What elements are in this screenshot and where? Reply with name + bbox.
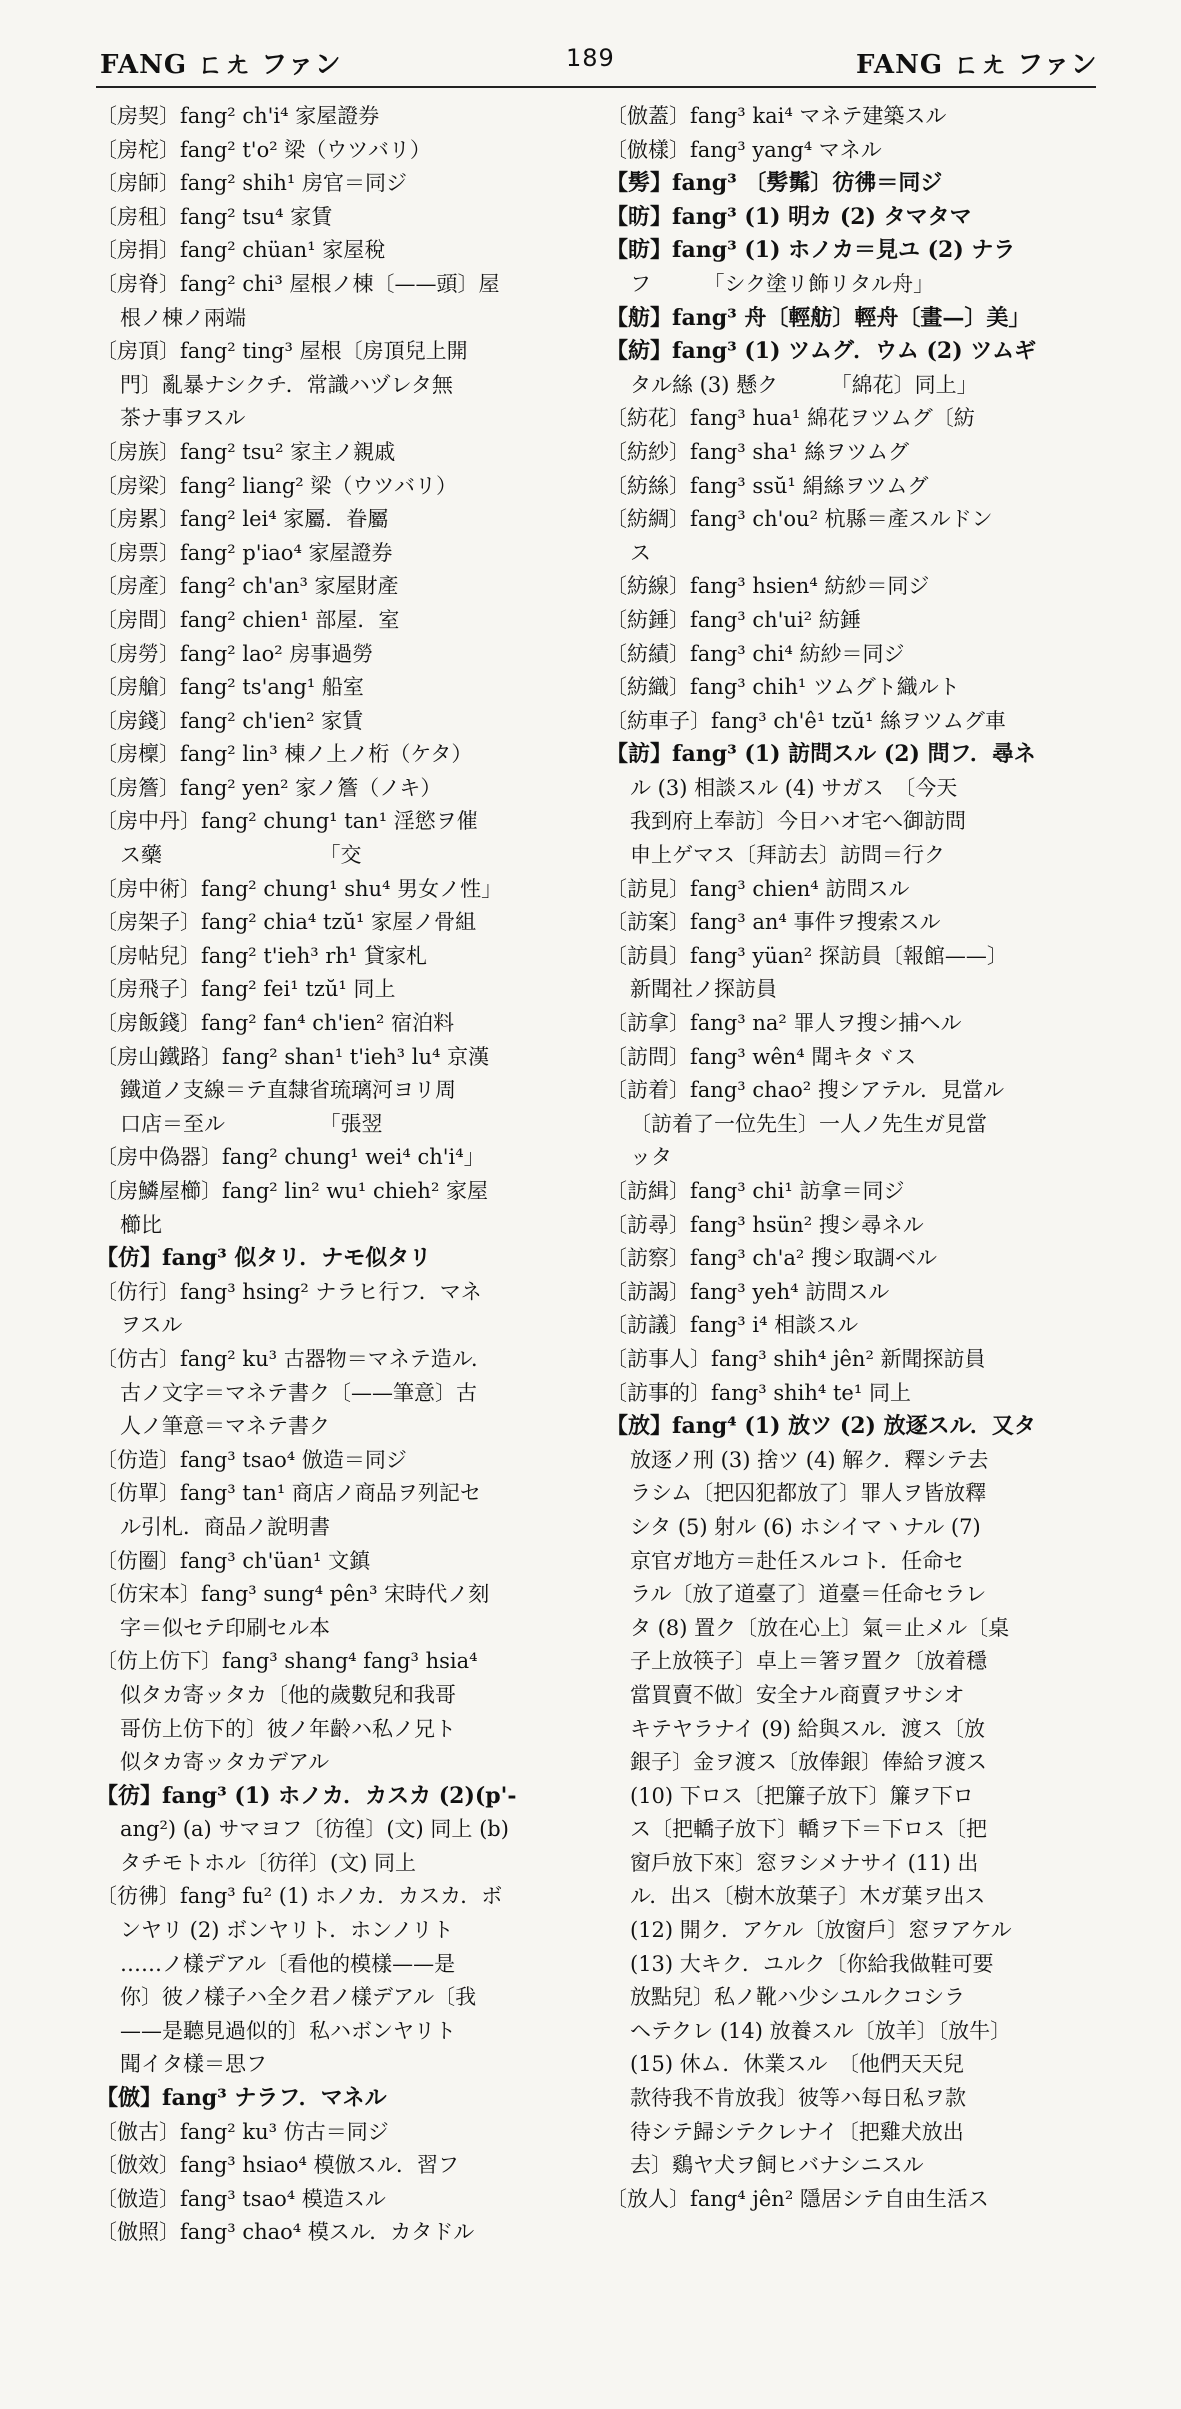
entry-line: 〔訪員〕fang³ yüan² 探訪員〔報館——〕	[606, 943, 1008, 968]
entry-continuation-line: 當買賣不做〕安全ナル商賣ヲサシオ	[630, 1682, 965, 1707]
entry-continuation-line: ス藥 「交	[120, 843, 362, 868]
entry-continuation-line: (12) 開ク．アケル〔放窗戶〕窓ヲアケル	[630, 1918, 1012, 1943]
entry-line: 〔訪拿〕fang³ na² 罪人ヲ搜シ捕ヘル	[606, 1011, 962, 1036]
entry-continuation-line: 去〕鷄ヤ犬ヲ飼ヒバナシニスル	[630, 2153, 924, 2178]
entry-line: 〔仿造〕fang³ tsao⁴ 倣造＝同ジ	[96, 1447, 407, 1472]
header-rule	[96, 86, 1096, 88]
entry-line: 〔房產〕fang² ch'an³ 家屋財產	[96, 574, 399, 599]
entry-continuation-line: 古ノ文字＝マネテ書ク〔——筆意〕古	[120, 1380, 477, 1405]
entry-line: 〔房族〕fang² tsu² 家主ノ親戚	[96, 439, 396, 464]
entry-line: 〔房簷〕fang² yen² 家ノ簷（ノキ）	[96, 775, 442, 800]
entry-continuation-line: 放點兒〕私ノ靴ハ少シユルクコシラ	[630, 1985, 966, 2010]
entry-line: 〔房票〕fang² p'iao⁴ 家屋證券	[96, 540, 393, 565]
entry-line: 〔房契〕fang² ch'i⁴ 家屋證券	[96, 104, 380, 128]
entry-continuation-line: ラル〔放了道臺了〕道臺＝任命セラレ	[630, 1582, 987, 1607]
entry-continuation-line: ヘテクレ (14) 放養スル〔放羊〕〔放牛〕	[630, 2018, 1012, 2043]
entry-line: 〔房租〕fang² tsu⁴ 家賃	[96, 204, 333, 229]
entry-line: 〔房飯錢〕fang² fan⁴ ch'ien² 宿泊料	[96, 1011, 455, 1036]
entry-line: 〔訪察〕fang³ ch'a² 搜シ取調ベル	[606, 1246, 938, 1271]
entry-line: 〔紡車子〕fang³ ch'ê¹ tzŭ¹ 絲ヲツムグ車	[606, 708, 1006, 733]
entry-continuation-line: (10) 下ロス〔把簾子放下〕簾ヲ下ロ	[630, 1783, 974, 1808]
entry-line: 〔紡花〕fang³ hua¹ 綿花ヲツムグ〔紡	[606, 406, 975, 431]
entry-continuation-line: ル．出ス〔樹木放葉子〕木ガ葉ヲ出ス	[630, 1884, 986, 1909]
entry-line: 〔彷彿〕fang³ fu² (1) ホノカ．カスカ．ボ	[96, 1884, 503, 1909]
left-column	[96, 100, 590, 2250]
entry-continuation-line: ……ノ樣デアル〔看他的模樣——是	[120, 1951, 456, 1976]
entry-line: 〔訪見〕fang³ chien⁴ 訪問スル	[606, 876, 910, 901]
entry-continuation-line: (15) 休ム．休業スル 〔他們天天兒	[630, 2052, 964, 2077]
entry-line: 〔房架子〕fang² chia⁴ tzŭ¹ 家屋ノ骨組	[96, 910, 477, 935]
entry-continuation-line: ス	[630, 540, 651, 565]
entry-line: 〔紡綢〕fang³ ch'ou² 杭縣＝產スルドン	[606, 507, 993, 532]
entry-continuation-line: 放逐ノ刑 (3) 捨ツ (4) 解ク．釋シテ去	[630, 1447, 989, 1472]
entry-line: 〔仿圈〕fang³ ch'üan¹ 文鎮	[96, 1548, 371, 1573]
entry-continuation-line: (13) 大キク．ユルク〔你給我做鞋可要	[630, 1951, 994, 1976]
entry-continuation-line: 你〕彼ノ樣子ハ全ク君ノ樣デアル〔我	[120, 1985, 477, 2010]
entry-line: 〔房師〕fang² shih¹ 房官＝同ジ	[96, 171, 407, 196]
entry-line: 〔訪尋〕fang³ hsün² 搜シ尋ネル	[606, 1212, 924, 1237]
entry-line: 〔訪謁〕fang³ yeh⁴ 訪問スル	[606, 1279, 890, 1304]
entry-line: 〔房間〕fang² chien¹ 部屋．室	[96, 607, 400, 632]
entry-line: 〔仿上仿下〕fang³ shang⁴ fang³ hsia⁴	[96, 1649, 478, 1674]
entry-continuation-line: 待シテ歸シテクレナイ〔把雞犬放出	[630, 2119, 964, 2144]
entry-line: 〔房脊〕fang² chi³ 屋根ノ棟〔——頭〕屋	[96, 271, 500, 296]
entry-line: 〔房梁〕fang² liang² 梁（ウツバリ）	[96, 473, 457, 498]
entry-continuation-line: ル引札．商品ノ說明書	[120, 1514, 330, 1539]
entry-line: 〔房頂〕fang² ting³ 屋根〔房頂兒上開	[96, 339, 468, 364]
entry-continuation-line: タチモトホル〔彷徉〕(文) 同上	[120, 1850, 417, 1875]
entry-continuation-line: ッタ	[630, 1145, 672, 1170]
entry-continuation-line: 銀子〕金ヲ渡ス〔放俸銀〕俸給ヲ渡ス	[630, 1750, 987, 1775]
entry-line: 〔房錢〕fang² ch'ien² 家賃	[96, 708, 364, 733]
headword-line: 【眆】fang³ (1) ホノカ＝見ユ (2) ナラ	[606, 237, 1016, 264]
entry-continuation-line: タ (8) 置ク〔放在心上〕氣＝止メル〔桌	[630, 1615, 1010, 1640]
headword-line: 【髣】fang³ 〔髣髴〕彷彿＝同ジ	[606, 170, 943, 197]
entry-continuation-line: 我到府上奉訪〕今日ハオ宅へ御訪問	[630, 809, 966, 834]
entry-continuation-line: 子上放筷子〕卓上＝箸ヲ置ク〔放着穩	[630, 1649, 987, 1674]
entry-continuation-line: ンヤリ (2) ボンヤリト．ホンノリト	[120, 1918, 454, 1943]
entry-line: 〔仿行〕fang³ hsing² ナラヒ行フ．マネ	[96, 1279, 482, 1304]
entry-continuation-line: ヲスル	[120, 1313, 183, 1338]
entry-continuation-line: ル (3) 相談スル (4) サガス 〔今天	[630, 775, 958, 800]
entry-line: 〔房勞〕fang² lao² 房事過勞	[96, 641, 374, 666]
headword-line: 【仿】fang³ 似タリ．ナモ似タリ	[96, 1245, 432, 1272]
entry-line: 〔房山鐵路〕fang² shan¹ t'ieh³ lu⁴ 京漢	[96, 1044, 490, 1069]
entry-line: 〔訪緝〕fang³ chi¹ 訪拿＝同ジ	[606, 1179, 905, 1203]
headword-line: 【紡】fang³ (1) ツムグ．ウム (2) ツムギ	[606, 338, 1037, 365]
entry-continuation-line: 櫛比	[120, 1212, 162, 1237]
entry-continuation-line: 申上ゲマス〔拜訪去〕訪問＝行ク	[630, 843, 945, 868]
entry-line: 〔房中丹〕fang² chung¹ tan¹ 淫慾ヲ催	[96, 809, 478, 834]
entry-line: 〔訪議〕fang³ i⁴ 相談スル	[606, 1313, 859, 1338]
entry-line: 〔仿單〕fang³ tan¹ 商店ノ商品ヲ列記セ	[96, 1481, 481, 1506]
entry-line: 〔訪案〕fang³ an⁴ 事件ヲ搜索スル	[606, 910, 941, 935]
entry-line: 〔房累〕fang² lei⁴ 家屬．眷屬	[96, 507, 389, 532]
entry-line: 〔房艙〕fang² ts'ang¹ 船室	[96, 675, 364, 700]
headword-line: 【倣】fang³ ナラフ．マネル	[96, 2085, 387, 2112]
entry-continuation-line: 根ノ棟ノ兩端	[120, 305, 246, 330]
entry-continuation-line: 京官ガ地方＝赴任スルコト．任命セ	[630, 1548, 965, 1573]
entry-line: 〔訪着〕fang³ chao² 搜シアテル．見當ル	[606, 1078, 1005, 1103]
entry-line: 〔仿宋本〕fang³ sung⁴ pên³ 宋時代ノ刻	[96, 1582, 490, 1607]
entry-continuation-line: ラシム〔把囚犯都放了〕罪人ヲ皆放釋	[630, 1481, 987, 1506]
headword-line: 【昉】fang³ (1) 明カ (2) タマタマ	[606, 203, 972, 230]
entry-line: 〔房中術〕fang² chung¹ shu⁴ 男女ノ性」	[96, 876, 503, 901]
right-column	[606, 100, 1100, 2216]
entry-line: 〔倣照〕fang³ chao⁴ 模スル．カタドル	[96, 2220, 475, 2245]
entry-continuation-line: 新聞社ノ探訪員	[630, 977, 777, 1002]
headword-line: 【舫】fang³ 舟〔輕舫〕輕舟〔畫—〕美」	[606, 304, 1031, 331]
entry-line: 〔倣古〕fang² ku³ 仿古＝同ジ	[96, 2119, 389, 2144]
entry-continuation-line: 聞イタ樣＝思フ	[120, 2052, 267, 2077]
entry-line: 〔放人〕fang⁴ jên² 隱居シテ自由生活ス	[606, 2186, 989, 2211]
page-number: 189	[566, 44, 615, 72]
entry-line: 〔房捐〕fang² chüan¹ 家屋稅	[96, 238, 386, 263]
entry-line: 〔房中偽器〕fang² chung¹ wei⁴ ch'i⁴」	[96, 1145, 485, 1170]
entry-line: 〔房飛子〕fang² fei¹ tzŭ¹ 同上	[96, 977, 396, 1002]
entry-line: 〔紡線〕fang³ hsien⁴ 紡紗＝同ジ	[606, 574, 930, 599]
entry-continuation-line: 似タカ寄ッタカ〔他的歲數兒和我哥	[120, 1682, 456, 1707]
entry-continuation-line: 人ノ筆意＝マネテ書ク	[120, 1414, 330, 1439]
entry-continuation-line: 〔訪着了一位先生〕一人ノ先生ガ見當	[630, 1111, 987, 1136]
entry-line: 〔紡絲〕fang³ ssŭ¹ 絹絲ヲツムグ	[606, 473, 929, 498]
entry-line: 〔紡錘〕fang³ ch'ui² 紡錘	[606, 607, 861, 632]
entry-continuation-line: タル絲 (3) 懸ク 「綿花〕同上」	[630, 372, 978, 397]
entry-line: 〔房檁〕fang² lin³ 棟ノ上ノ桁（ケタ）	[96, 742, 473, 767]
entry-line: 〔房鱗屋櫛〕fang² lin² wu¹ chieh² 家屋	[96, 1179, 489, 1203]
entry-line: 〔仿古〕fang² ku³ 古器物＝マネテ造ル．	[96, 1346, 493, 1371]
entry-continuation-line: ス〔把轎子放下〕轎ヲ下＝下ロス〔把	[630, 1817, 987, 1842]
entry-continuation-line: 口店＝至ル 「張翌	[120, 1111, 383, 1136]
entry-line: 〔紡織〕fang³ chih¹ ツムグト織ルト	[606, 675, 960, 700]
running-header-left: FANG ㄈㄤ ファン	[100, 50, 342, 80]
entry-continuation-line: 哥仿上仿下的〕彼ノ年齡ハ私ノ兄ト	[120, 1716, 456, 1741]
headword-line: 【彷】fang³ (1) ホノカ．カスカ (2)(p'-	[96, 1782, 517, 1809]
entry-continuation-line: シタ (5) 射ル (6) ホシイマヽナル (7)	[630, 1514, 981, 1539]
entry-continuation-line: 鐵道ノ支線＝テ直隸省琉璃河ヨリ周	[120, 1078, 456, 1103]
entry-continuation-line: ang²) (a) サマヨフ〔彷徨〕(文) 同上 (b)	[120, 1817, 509, 1842]
entry-continuation-line: 款待我不肯放我〕彼等ハ每日私ヲ款	[630, 2086, 966, 2111]
entry-continuation-line: 茶ナ事ヲスル	[120, 406, 246, 431]
entry-continuation-line: ——是聽見過似的〕私ハボンヤリト	[120, 2018, 456, 2043]
entry-line: 〔紡紗〕fang³ sha¹ 絲ヲツムグ	[606, 439, 910, 464]
entry-line: 〔倣樣〕fang³ yang⁴ マネル	[606, 137, 882, 162]
entry-line: 〔倣效〕fang³ hsiao⁴ 模倣スル．習フ	[96, 2153, 459, 2178]
entry-continuation-line: 似タカ寄ッタカデアル	[120, 1750, 330, 1775]
entry-line: 〔紡績〕fang³ chi⁴ 紡紗＝同ジ	[606, 641, 905, 666]
entry-continuation-line: フ 「シク塗リ飾リタル舟」	[630, 271, 935, 296]
entry-line: 〔房柁〕fang² t'o² 梁（ウツバリ）	[96, 137, 431, 162]
entry-line: 〔訪事人〕fang³ shih⁴ jên² 新聞探訪員	[606, 1346, 986, 1371]
entry-line: 〔倣造〕fang³ tsao⁴ 模造スル	[96, 2186, 386, 2211]
entry-continuation-line: 字＝似セテ印刷セル本	[120, 1615, 330, 1640]
entry-continuation-line: 門〕亂暴ナシクチ．常識ハヅレタ無	[120, 372, 453, 397]
entry-continuation-line: キテヤラナイ (9) 給與スル．渡ス〔放	[630, 1716, 985, 1741]
entry-line: 〔房帖兒〕fang² t'ieh³ rh¹ 貸家札	[96, 943, 427, 968]
running-header-right: FANG ㄈㄤ ファン	[856, 50, 1098, 80]
entry-line: 〔訪問〕fang³ wên⁴ 聞キタヾス	[606, 1044, 917, 1069]
headword-line: 【訪】fang³ (1) 訪問スル (2) 問フ．尋ネ	[606, 741, 1036, 768]
entry-continuation-line: 窗戶放下來〕窓ヲシメナサイ (11) 出	[630, 1850, 979, 1875]
entry-line: 〔倣蓋〕fang³ kai⁴ マネテ建築スル	[606, 104, 947, 128]
entry-line: 〔訪事的〕fang³ shih⁴ te¹ 同上	[606, 1380, 911, 1405]
headword-line: 【放】fang⁴ (1) 放ツ (2) 放逐スル．又タ	[606, 1413, 1036, 1440]
